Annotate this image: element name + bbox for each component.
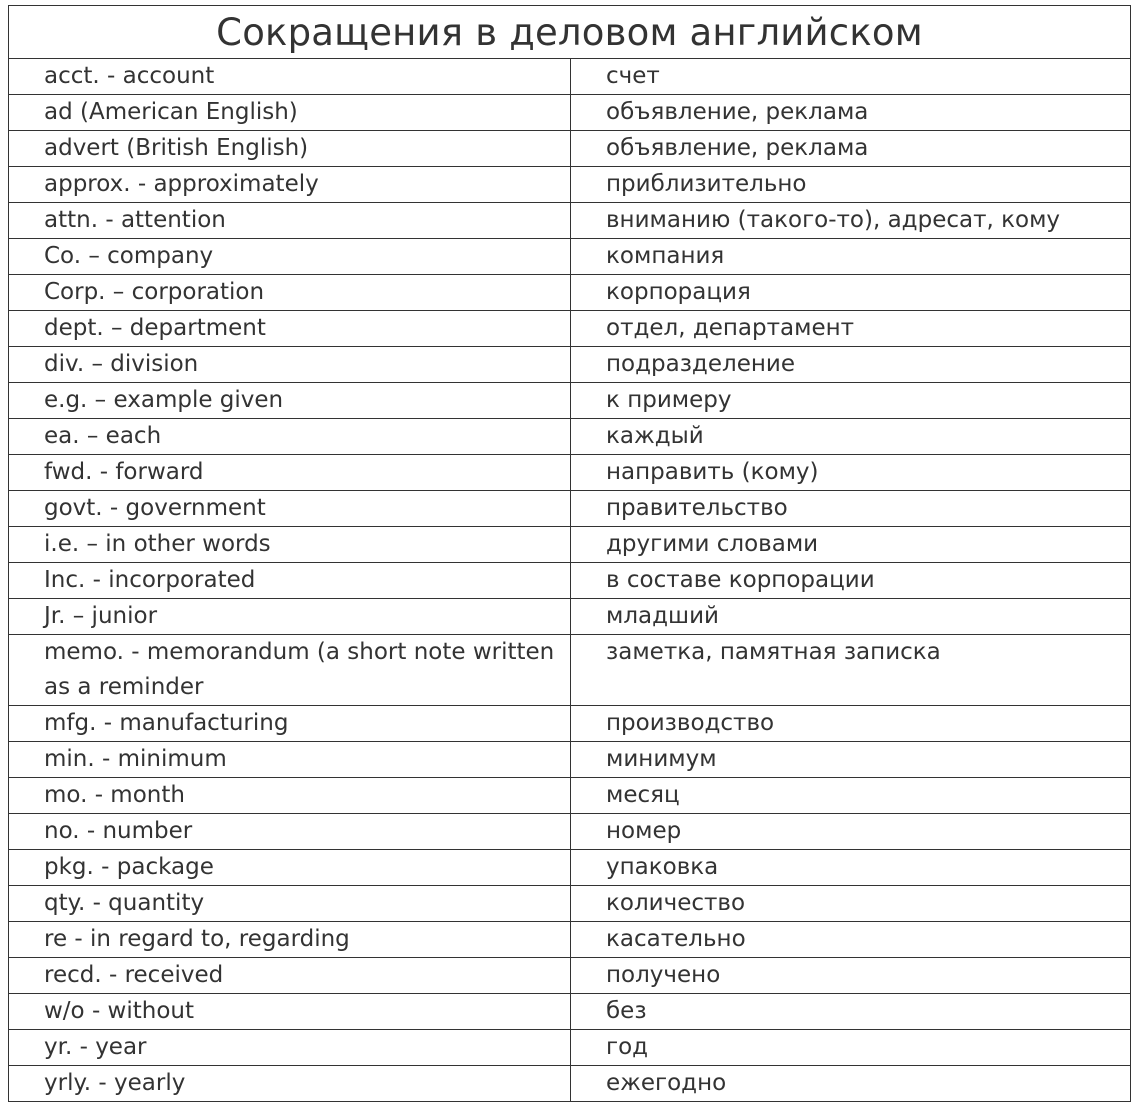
table-row [9, 311, 1131, 347]
meaning-cell: количество [571, 886, 1131, 922]
meaning-cell: приблизительно [571, 167, 1131, 203]
table-row [9, 1030, 1131, 1066]
abbreviation-cell: attn. - attention [9, 203, 571, 239]
table-row [9, 455, 1131, 491]
table-row [9, 383, 1131, 419]
meaning-cell: месяц [571, 778, 1131, 814]
table-row [9, 419, 1131, 455]
meaning-cell: объявление, реклама [571, 131, 1131, 167]
abbreviation-cell: yr. - year [9, 1030, 571, 1066]
meaning-cell: правительство [571, 491, 1131, 527]
table-row [9, 347, 1131, 383]
table-row [9, 527, 1131, 563]
table-row [9, 59, 1131, 95]
abbreviation-cell: ea. – each [9, 419, 571, 455]
abbreviation-cell: dept. – department [9, 311, 571, 347]
abbreviation-cell: advert (British English) [9, 131, 571, 167]
abbreviation-cell: memo. - memorandum (a short note written as a reminder [9, 635, 571, 706]
table-row [9, 742, 1131, 778]
meaning-cell: номер [571, 814, 1131, 850]
abbreviation-cell: Co. – company [9, 239, 571, 275]
abbreviation-cell: Corp. – corporation [9, 275, 571, 311]
page-title: Сокращения в деловом английском [8, 5, 1131, 58]
meaning-cell: производство [571, 706, 1131, 742]
meaning-cell: упаковка [571, 850, 1131, 886]
abbreviations-table [8, 58, 1131, 1102]
meaning-cell: отдел, департамент [571, 311, 1131, 347]
abbreviation-cell: Jr. – junior [9, 599, 571, 635]
abbreviation-cell: govt. - government [9, 491, 571, 527]
meaning-cell: направить (кому) [571, 455, 1131, 491]
meaning-cell: корпорация [571, 275, 1131, 311]
table-row [9, 203, 1131, 239]
meaning-cell: объявление, реклама [571, 95, 1131, 131]
table-row [9, 167, 1131, 203]
meaning-cell: другими словами [571, 527, 1131, 563]
abbreviation-cell: div. – division [9, 347, 571, 383]
abbreviation-cell: qty. - quantity [9, 886, 571, 922]
abbreviation-cell: acct. - account [9, 59, 571, 95]
meaning-cell: получено [571, 958, 1131, 994]
meaning-cell: год [571, 1030, 1131, 1066]
abbreviation-cell: pkg. - package [9, 850, 571, 886]
abbreviation-cell: fwd. - forward [9, 455, 571, 491]
abbreviation-cell: mfg. - manufacturing [9, 706, 571, 742]
table-row [9, 275, 1131, 311]
abbreviation-cell: recd. - received [9, 958, 571, 994]
table-row [9, 491, 1131, 527]
meaning-cell: вниманию (такого-то), адресат, кому [571, 203, 1131, 239]
meaning-cell: к примеру [571, 383, 1131, 419]
abbreviations-sheet [8, 5, 1131, 1102]
table-row [9, 850, 1131, 886]
abbreviation-cell: ad (American English) [9, 95, 571, 131]
abbreviation-cell: i.e. – in other words [9, 527, 571, 563]
meaning-cell: счет [571, 59, 1131, 95]
meaning-cell: ежегодно [571, 1066, 1131, 1102]
abbreviation-cell: approx. - approximately [9, 167, 571, 203]
table-row [9, 886, 1131, 922]
table-row [9, 994, 1131, 1030]
table-row [9, 814, 1131, 850]
table-row [9, 706, 1131, 742]
abbreviation-cell: mo. - month [9, 778, 571, 814]
abbreviation-cell: yrly. - yearly [9, 1066, 571, 1102]
abbreviation-cell: Inc. - incorporated [9, 563, 571, 599]
meaning-cell: каждый [571, 419, 1131, 455]
meaning-cell: касательно [571, 922, 1131, 958]
table-row [9, 922, 1131, 958]
abbreviation-cell: no. - number [9, 814, 571, 850]
meaning-cell: младший [571, 599, 1131, 635]
meaning-cell: компания [571, 239, 1131, 275]
table-row [9, 131, 1131, 167]
table-row [9, 95, 1131, 131]
meaning-cell: подразделение [571, 347, 1131, 383]
meaning-cell: в составе корпорации [571, 563, 1131, 599]
table-row [9, 635, 1131, 706]
table-row [9, 1066, 1131, 1102]
table-row [9, 778, 1131, 814]
abbreviation-cell: w/o - without [9, 994, 571, 1030]
meaning-cell: минимум [571, 742, 1131, 778]
table-row [9, 563, 1131, 599]
abbreviation-cell: min. - minimum [9, 742, 571, 778]
meaning-cell: заметка, памятная записка [571, 635, 1131, 706]
abbreviation-cell: e.g. – example given [9, 383, 571, 419]
table-row [9, 958, 1131, 994]
meaning-cell: без [571, 994, 1131, 1030]
table-row [9, 599, 1131, 635]
abbreviation-cell: re - in regard to, regarding [9, 922, 571, 958]
table-row [9, 239, 1131, 275]
table-body [9, 59, 1131, 1102]
